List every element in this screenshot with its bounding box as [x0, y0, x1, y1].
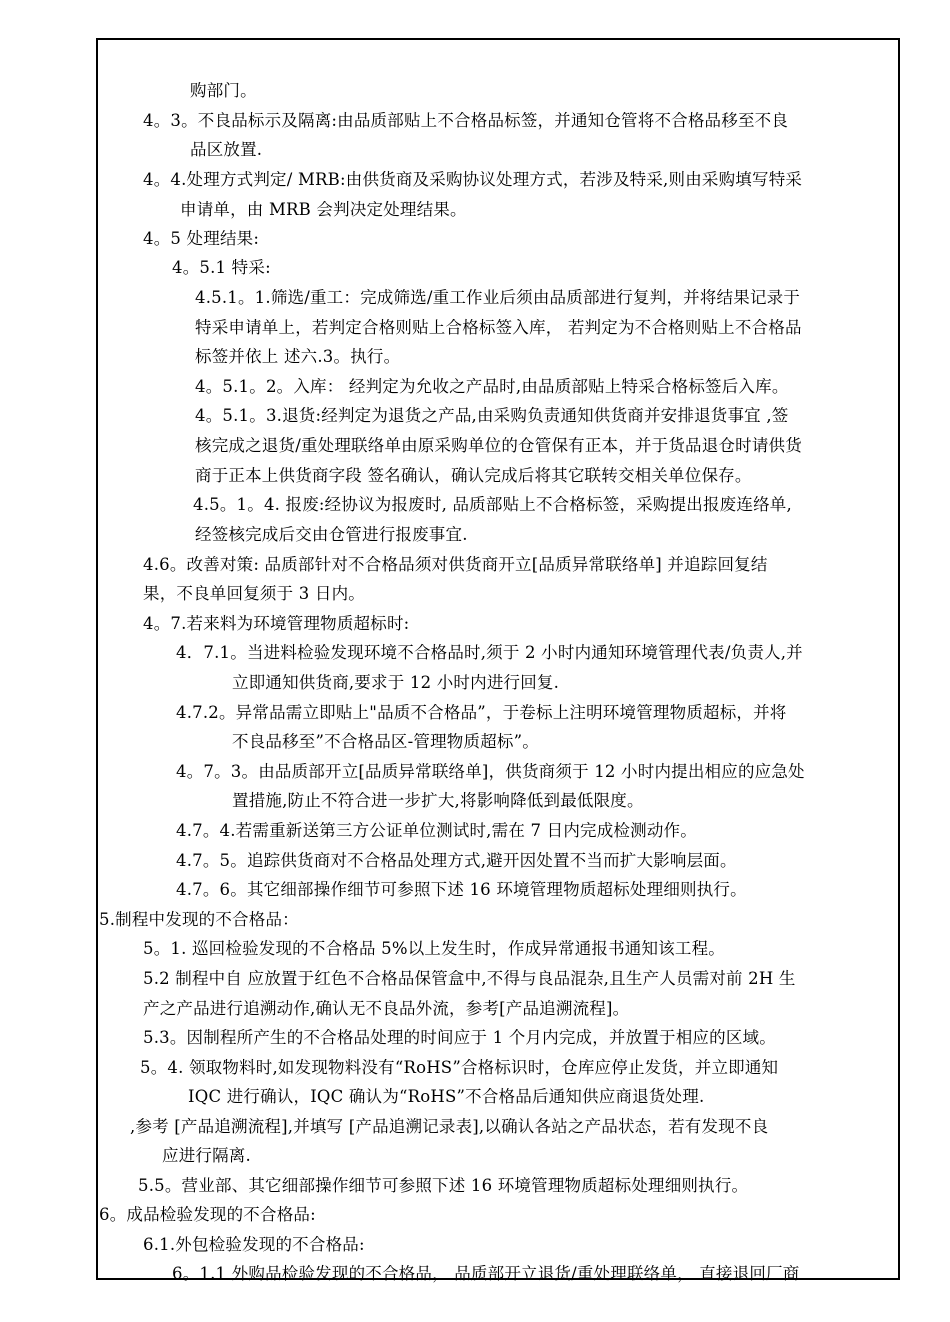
text-line: 4.7.2。异常品需立即贴上"品质不合格品”，于卷标上注明环境管理物质超标，并将 — [176, 703, 787, 722]
text-line: 5.3。因制程所产生的不合格品处理的时间应于 1 个月内完成，并放置于相应的区域。 — [143, 1028, 776, 1047]
text-line: 4。5.1。3.退货:经判定为退货之产品,由采购负责通知供货商并安排退货事宜 ,签 — [195, 406, 789, 425]
text-line: 4。7。3。由品质部开立[品质异常联络单]，供货商须于 12 小时内提出相应的应急处 — [176, 762, 805, 781]
text-line: 4．7.1。当进料检验发现环境不合格品时,须于 2 小时内通知环境管理代表/负责人,并 — [176, 643, 803, 662]
text-line: 立即通知供货商,要求于 12 小时内进行回复. — [232, 673, 560, 692]
text-line: 4.5.1。1.筛选/重工：完成筛选/重工作业后须由品质部进行复判，并将结果记录于 — [195, 288, 801, 307]
text-line: 4。7.若来料为环境管理物质超标时: — [143, 614, 410, 633]
text-line: ,参考 [产品追溯流程],并填写 [产品追溯记录表],以确认各站之产品状态，若有发现不良 — [130, 1117, 769, 1136]
text-line: 标签并依上 述六.3。执行。 — [195, 347, 401, 366]
text-line: 果，不良单回复须于 3 日内。 — [143, 584, 365, 603]
text-line: 特采申请单上，若判定合格则贴上合格标签入库， 若判定为不合格则贴上不合格品 — [195, 318, 802, 337]
text-line: 核完成之退货/重处理联络单由原采购单位的仓管保有正本，并于货品退仓时请供货 — [195, 436, 802, 455]
text-line: 不良品移至”不合格品区-管理物质超标”。 — [232, 732, 539, 751]
text-line: 6。成品检验发现的不合格品: — [99, 1205, 316, 1224]
text-line: 4.7。5。追踪供货商对不合格品处理方式,避开因处置不当而扩大影响层面。 — [176, 851, 737, 870]
text-line: 申请单，由 MRB 会判决定处理结果。 — [180, 200, 467, 219]
text-line: 品区放置. — [190, 140, 263, 159]
text-line: 5。4. 领取物料时,如发现物料没有“RoHS”合格标识时，仓库应停止发货，并立即通知 — [140, 1058, 779, 1077]
text-line: 5.5。营业部、其它细部操作细节可参照下述 16 环境管理物质超标处理细则执行。 — [138, 1176, 749, 1195]
text-line: 4。4.处理方式判定/ MRB:由供货商及采购协议处理方式，若涉及特采,则由采购填写特采 — [143, 170, 803, 189]
text-line: 4。5 处理结果: — [143, 229, 260, 248]
text-line: 经签核完成后交由仓管进行报废事宜. — [195, 525, 468, 544]
text-line: 产之产品进行追溯动作,确认无不良品外流，参考[产品追溯流程]。 — [143, 999, 630, 1018]
text-line: 应进行隔离. — [162, 1146, 251, 1165]
text-line: 购部门。 — [190, 81, 257, 100]
text-line: 4.5。1。4. 报废:经协议为报废时, 品质部贴上不合格标签，采购提出报废连络单, — [193, 495, 792, 514]
text-line: IQC 进行确认，IQC 确认为“RoHS”不合格品后通知供应商退货处理. — [188, 1087, 705, 1106]
text-line: 4.6。改善对策: 品质部针对不合格品须对供货商开立[品质异常联络单] 并追踪回复结 — [143, 555, 768, 574]
text-line: 4.7。4.若需重新送第三方公证单位测试时,需在 7 日内完成检测动作。 — [176, 821, 697, 840]
text-line: 商于正本上供货商字段 签名确认，确认完成后将其它联转交相关单位保存。 — [195, 466, 752, 485]
text-line: 5.制程中发现的不合格品： — [99, 910, 299, 929]
text-line: 4.7。6。其它细部操作细节可参照下述 16 环境管理物质超标处理细则执行。 — [176, 880, 747, 899]
text-line: 4。5.1。2。入库： 经判定为允收之产品时,由品质部贴上特采合格标签后入库。 — [195, 377, 789, 396]
text-line: 5。1. 巡回检验发现的不合格品 5%以上发生时，作成异常通报书通知该工程。 — [143, 939, 726, 958]
text-line: 5.2 制程中自 应放置于红色不合格品保管盒中,不得与良品混杂,且生产人员需对前 2H 生 — [143, 969, 796, 988]
text-line: 4。5.1 特采: — [172, 258, 271, 277]
text-line: 6。1.1 外购品检验发现的不合格品， 品质部开立退货/重处理联络单， 直接退回厂商 — [172, 1264, 800, 1283]
text-line: 4。3。不良品标示及隔离:由品质部贴上不合格品标签，并通知仓管将不合格品移至不良 — [143, 111, 789, 130]
text-line: 置措施,防止不符合进一步扩大,将影响降低到最低限度。 — [232, 791, 644, 810]
text-line: 6.1.外包检验发现的不合格品: — [143, 1235, 365, 1254]
